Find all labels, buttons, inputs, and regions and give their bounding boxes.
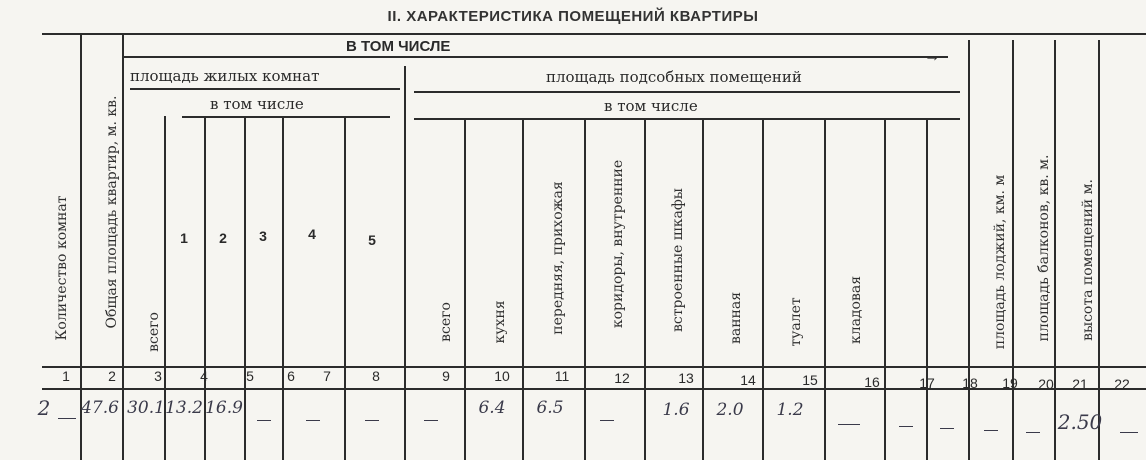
header-bath: ванная [728, 291, 744, 345]
col-border-16 [884, 118, 886, 460]
value-room-1: 13.2 [165, 398, 203, 418]
header-room-5: 5 [368, 232, 376, 248]
col-border-21 [1098, 40, 1100, 460]
value-room-2: 16.9 [205, 398, 243, 418]
empty-cell-dash [58, 418, 76, 419]
column-number: 14 [740, 372, 756, 388]
empty-cell-dash [257, 420, 271, 421]
header-hall: передняя, прихожая [550, 181, 566, 335]
column-number: 1 [62, 368, 70, 384]
value-rooms-count: 2 [37, 396, 51, 420]
column-number: 2 [108, 368, 116, 384]
header-living-total: всего [146, 312, 162, 352]
value-height: 2.50 [1057, 410, 1103, 434]
empty-cell-dash [940, 428, 954, 429]
value-toilet: 1.2 [776, 400, 804, 420]
column-number: 6 [287, 368, 295, 384]
header-total-area: Общая площадь квартир, м. кв. [104, 95, 120, 329]
col-border-8 [404, 66, 406, 460]
column-number: 22 [1114, 376, 1130, 392]
col-border-1 [80, 33, 82, 460]
table-top-border [42, 33, 1146, 35]
value-bath: 2.0 [716, 400, 744, 420]
header-kitchen: кухня [492, 300, 508, 344]
col-border-14 [762, 118, 764, 460]
column-number: 9 [442, 368, 450, 384]
numbers-row-bottom [42, 388, 1146, 390]
arrow-right-icon: → [924, 48, 940, 65]
col-border-2 [122, 33, 124, 460]
value-hall: 6.5 [536, 398, 564, 418]
group-line-living-sub [182, 116, 390, 118]
col-border-10 [522, 118, 524, 460]
column-number: 10 [494, 368, 510, 384]
col-border-5 [244, 116, 246, 460]
column-number: 19 [1002, 375, 1018, 391]
empty-cell-dash [424, 420, 438, 421]
group-caption-v-tom-chisle: В ТОМ ЧИСЛЕ [346, 38, 451, 55]
column-number: 17 [919, 375, 935, 391]
empty-cell-dash [1026, 432, 1040, 433]
column-number: 12 [614, 370, 630, 386]
empty-cell-dash [984, 430, 998, 431]
group-caption-living: площадь жилых комнат [130, 67, 320, 85]
header-aux-total: всего [438, 302, 454, 342]
column-number: 15 [802, 372, 818, 388]
column-number: 7 [323, 368, 331, 384]
group-caption-aux-sub: в том числе [604, 97, 698, 115]
header-room-1: 1 [180, 230, 188, 246]
header-rooms-count: Количество комнат [54, 195, 70, 341]
column-number: 8 [372, 368, 380, 384]
col-border-12 [644, 118, 646, 460]
empty-cell-dash [838, 424, 860, 425]
col-border-17 [926, 118, 928, 460]
group-caption-aux: площадь подсобных помещений [546, 68, 802, 86]
group-line-v-tom-chisle [122, 56, 948, 58]
col-border-11 [584, 118, 586, 460]
value-closets: 1.6 [662, 400, 690, 420]
header-height: высота помещений м. [1080, 179, 1096, 341]
empty-cell-dash [365, 420, 379, 421]
column-number: 13 [678, 370, 694, 386]
value-kitchen: 6.4 [478, 398, 506, 418]
col-border-20 [1054, 40, 1056, 460]
empty-cell-dash [1120, 432, 1138, 433]
header-balcony: площадь балконов, кв. м. [1036, 154, 1052, 342]
col-border-13 [702, 118, 704, 460]
group-line-aux [414, 91, 960, 93]
column-number: 18 [962, 375, 978, 391]
col-border-9 [464, 118, 466, 460]
header-toilet: туалет [788, 297, 804, 347]
header-storage: кладовая [848, 275, 864, 345]
header-loggia: площадь лоджий, км. м [992, 174, 1008, 350]
col-border-15 [824, 118, 826, 460]
empty-cell-dash [899, 426, 913, 427]
group-line-living [130, 88, 400, 90]
group-line-aux-sub [414, 118, 960, 120]
column-number: 20 [1038, 376, 1054, 392]
group-caption-living-sub: в том числе [210, 95, 304, 113]
column-number: 5 [246, 368, 254, 384]
header-corridors: коридоры, внутренние [610, 159, 626, 329]
col-border-7 [344, 116, 346, 460]
column-number: 21 [1072, 376, 1088, 392]
value-total-area: 47.6 [81, 398, 119, 418]
value-living-total: 30.1 [127, 398, 165, 418]
col-border-19 [1012, 40, 1014, 460]
empty-cell-dash [600, 420, 614, 421]
column-number: 3 [154, 368, 162, 384]
col-border-18 [968, 40, 970, 460]
column-number: 16 [864, 374, 880, 390]
column-number: 11 [554, 368, 570, 384]
column-number: 4 [200, 368, 208, 384]
section-title: II. ХАРАКТЕРИСТИКА ПОМЕЩЕНИЙ КВАРТИРЫ [387, 8, 759, 25]
header-room-3: 3 [259, 228, 267, 244]
col-border-6 [282, 116, 284, 460]
empty-cell-dash [306, 420, 320, 421]
header-room-4: 4 [308, 226, 316, 242]
header-room-2: 2 [219, 230, 227, 246]
header-closets: встроенные шкафы [670, 188, 686, 332]
